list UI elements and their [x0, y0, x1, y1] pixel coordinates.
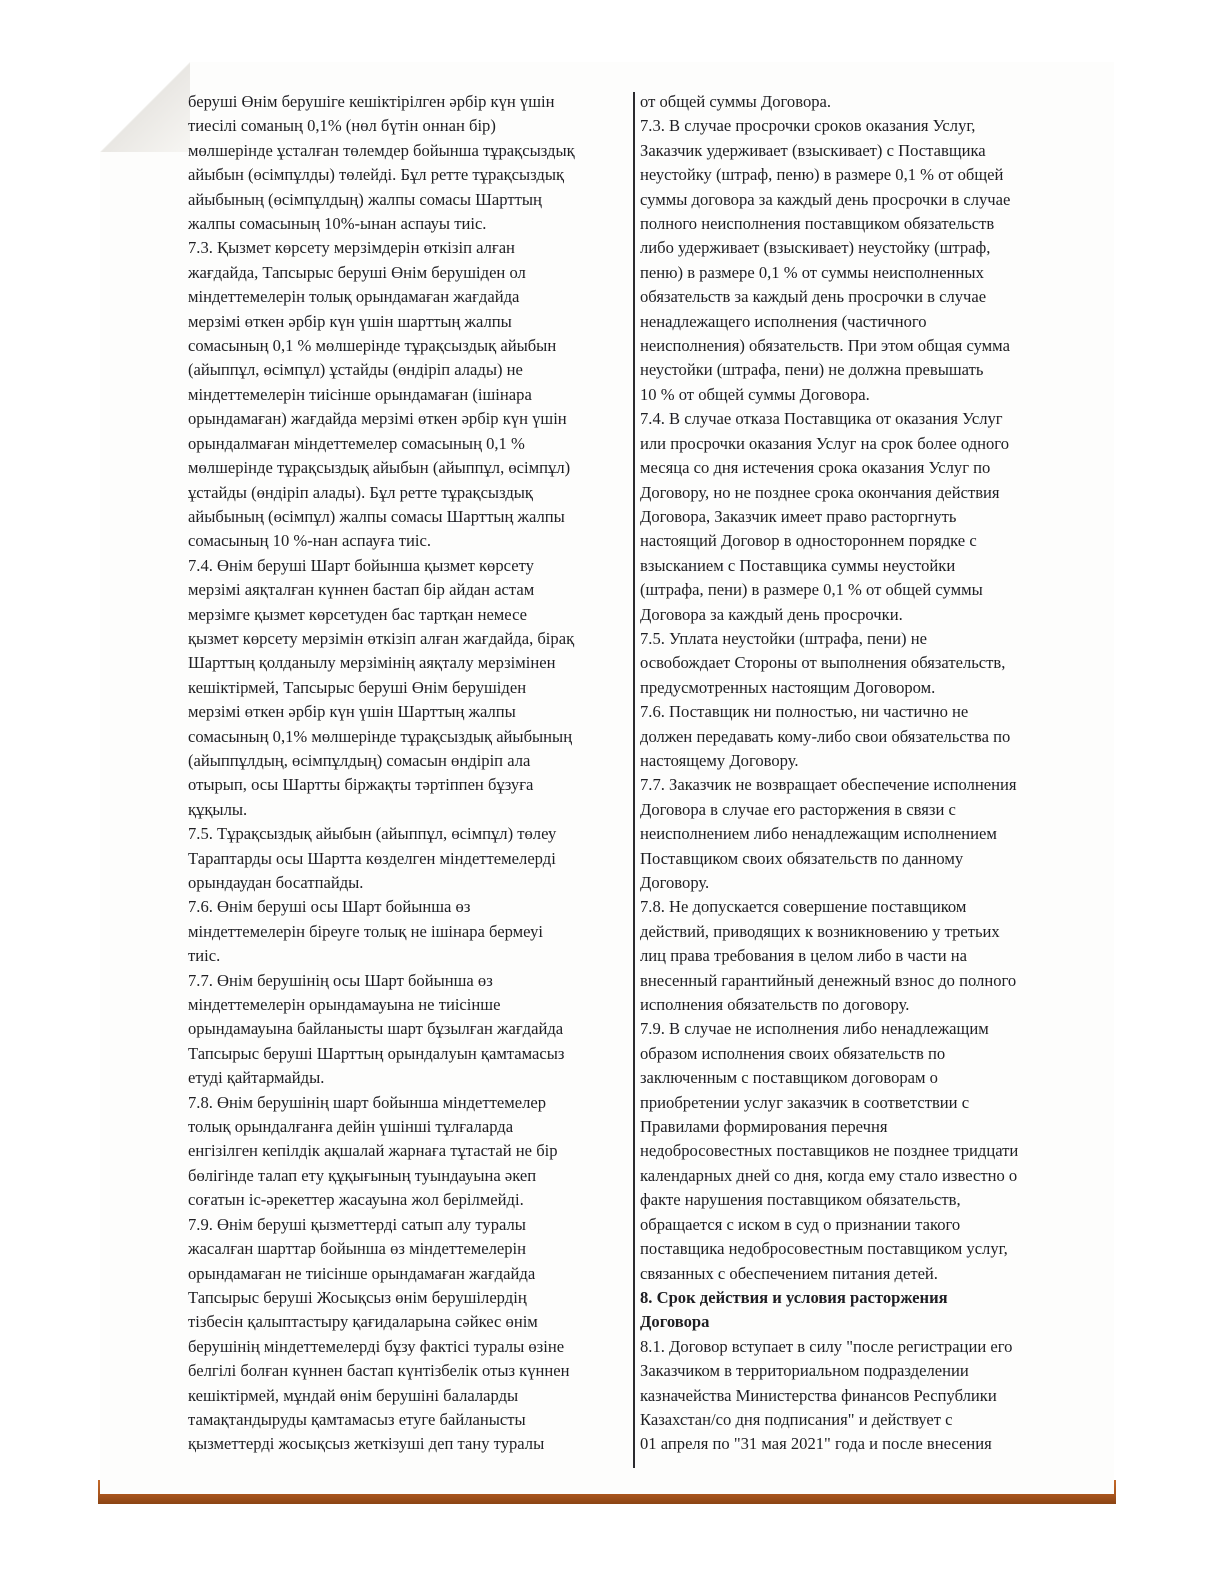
paragraph-7-5: 7.5. Тұрақсыздық айыбын (айыппұл, өсімпұл) төлеу Тараптарды осы Шартта көзделген міндеттемелерді орындаудан босатпайды. [188, 824, 557, 892]
paragraph-7-9: 7.9. В случае не исполнения либо ненадлежащим образом исполнения своих обязательств по заключенным с поставщиком договорам о приобретении услуг заказчик в соответствии с Правилами формирования перечня недобросовестных поставщиков не позднее тридцати календарных дней со дня, когда ему стало известно о факте нарушения поставщиком обязательств, обращается с иском в суд о признании такого поставщика недобросовестным поставщиком услуг, связанных с обеспечением питания детей. [640, 1019, 1019, 1283]
paragraph-7-4: 7.4. Өнім беруші Шарт бойынша қызмет көрсету мерзімі аяқталған күннен бастап бір айдан астам мерзімге қызмет көрсетуден бас тартқан немесе қызмет көрсету мерзімін өткізіп алған жағдайда, бірақ Шарттың қолданылу мерзімінің аяқталу мерзімінен кешіктірмей, Тапсырыс беруші Өнім берушіден мерзімі өткен әрбір күн үшін Шарттың жалпы сомасының 0,1% мөлшерінде тұрақсыздық айыбының (айыппұлдың, өсімпұлдың) сомасын өндіріп ала отырып, осы Шартты біржақты тәртіппен бұзуға құқылы. [188, 555, 575, 819]
paragraph-7-6: 7.6. Поставщик ни полностью, ни частично не должен передавать кому-либо свои обязательства по настоящему Договору. [640, 702, 1011, 770]
paragraph-8-1: 8.1. Договор вступает в силу "после регистрации его Заказчиком в территориальном подразделении казначейства Министерства финансов Республики Казахстан/со дня подписания" и действует с 01 апреля по "31 мая 2021" года и после внесения [640, 1336, 1013, 1454]
folded-corner [100, 62, 190, 152]
section-heading: 8. Срок действия и условия расторжения Договора [640, 1287, 948, 1332]
paragraph-7-9: 7.9. Өнім беруші қызметтерді сатып алу туралы жасалған шарттар бойынша өз міндеттемелерін орындамаған не тиісінше орындамаған жағдайда Тапсырыс беруші Жосықсыз өнім берушілердің тізбесін қалыптастыру қағидаларына сәйкес өнім берушінің міндеттемелерді бұзу фактісі туралы өзіне белгілі болған күннен бастап күнтізбелік отыз күннен кешіктірмей, мұндай өнім берушіні балаларды тамақтандыруды қамтамасыз етуге байланысты қызметтерді жосықсыз жеткізуші деп тану туралы [188, 1214, 570, 1454]
paragraph-7-3: 7.3. Қызмет көрсету мерзімдерін өткізіп алған жағдайда, Тапсырыс беруші Өнім берушіден ол міндеттемелерін толық орындамаған жағдайда мерзімі өткен әрбір күн үшін шарттың жалпы сомасының 0,1 % мөлшерінде тұрақсыздық айыбын (айыппұл, өсімпұл) ұстайды (өндіріп алады) не міндеттемелерін тиісінше орындамаған (ішінара орындамаған) жағдайда мерзімі өткен әрбір күн үшін орындалмаған міндеттемелер сомасының 0,1 % мөлшерінде тұрақсыздық айыбын (айыппұл, өсімпұл) ұстайды (өндіріп алады). Бұл ретте тұрақсыздық айыбының (өсімпұл) жалпы сомасы Шарттың жалпы сомасының 10 %-нан аспауға тиіс. [188, 238, 571, 551]
paragraph-7-3: 7.3. В случае просрочки сроков оказания Услуг, Заказчик удерживает (взыскивает) с Поставщика неустойку (штраф, пеню) в размере 0,1 % от общей суммы договора за каждый день просрочки в случае полного неисполнения поставщиком обязательств либо удерживает (взыскивает) неустойку (штраф, пеню) в размере 0,1 % от суммы неисполненных обязательств за каждый день просрочки в случае ненадлежащего исполнения (частичного неисполнения) обязательств. При этом общая сумма неустойки (штрафа, пени) не должна превышать 10 % от общей суммы Договора. [640, 116, 1011, 404]
paragraph-7-8: 7.8. Не допускается совершение поставщиком действий, приводящих к возникновению у третьих лиц права требования в целом либо в части на внесенный гарантийный денежный взнос до полного исполнения обязательств по договору. [640, 897, 1017, 1015]
paragraph-7-4: 7.4. В случае отказа Поставщика от оказания Услуг или просрочки оказания Услуг на срок более одного месяца со дня истечения срока оказания Услуг по Договору, но не позднее срока окончания действия Договора, Заказчик имеет право расторгнуть настоящий Договор в одностороннем порядке с взысканием с Поставщика суммы неустойки (штрафа, пени) в размере 0,1 % от общей суммы Договора за каждый день просрочки. [640, 409, 1009, 624]
column-divider [633, 92, 635, 1468]
russian-text-column [640, 90, 1074, 1457]
kazakh-text-column [188, 90, 628, 1457]
paragraph-7-2-continued: от общей суммы Договора. [640, 92, 832, 111]
paragraph-7-2-continued: беруші Өнім берушіге кешіктірілген әрбір күн үшін тиесілі соманың 0,1% (нөл бүтін оннан бір) мөлшерінде ұсталған төлемдер бойынша тұрақсыздық айыбын (өсімпұлды) төлейді. Бұл ретте тұрақсыздық айыбының (өсімпұлдың) жалпы сомасы Шарттың жалпы сомасының 10%-ынан аспауы тиіс. [188, 92, 575, 234]
paragraph-7-7: 7.7. Өнім берушінің осы Шарт бойынша өз міндеттемелерін орындамауына не тиісінше орындамауына байланысты шарт бұзылған жағдайда Тапсырыс беруші Шарттың орындалуын қамтамасыз етуді қайтармайды. [188, 970, 565, 1088]
paragraph-7-5: 7.5. Уплата неустойки (штрафа, пени) не освобождает Стороны от выполнения обязательств, предусмотренных настоящим Договором. [640, 628, 1006, 697]
paragraph-7-6: 7.6. Өнім беруші осы Шарт бойынша өз міндеттемелерін біреуге толық не ішінара бермеуі тиіс. [188, 897, 544, 966]
paragraph-7-8: 7.8. Өнім берушінің шарт бойынша міндеттемелер толық орындалғанға дейін үшінші тұлғаларда енгізілген кепілдік ақшалай жарнаға тұтастай не бір бөлігінде талап ету құқығының туындауына әкеп соғатын іс-әрекеттер жасауына жол берілмейді. [188, 1092, 558, 1210]
paragraph-7-7: 7.7. Заказчик не возвращает обеспечение исполнения Договора в случае его расторжения в связи с неисполнением либо ненадлежащим исполнением Поставщиком своих обязательств по данному Договору. [640, 775, 1017, 892]
